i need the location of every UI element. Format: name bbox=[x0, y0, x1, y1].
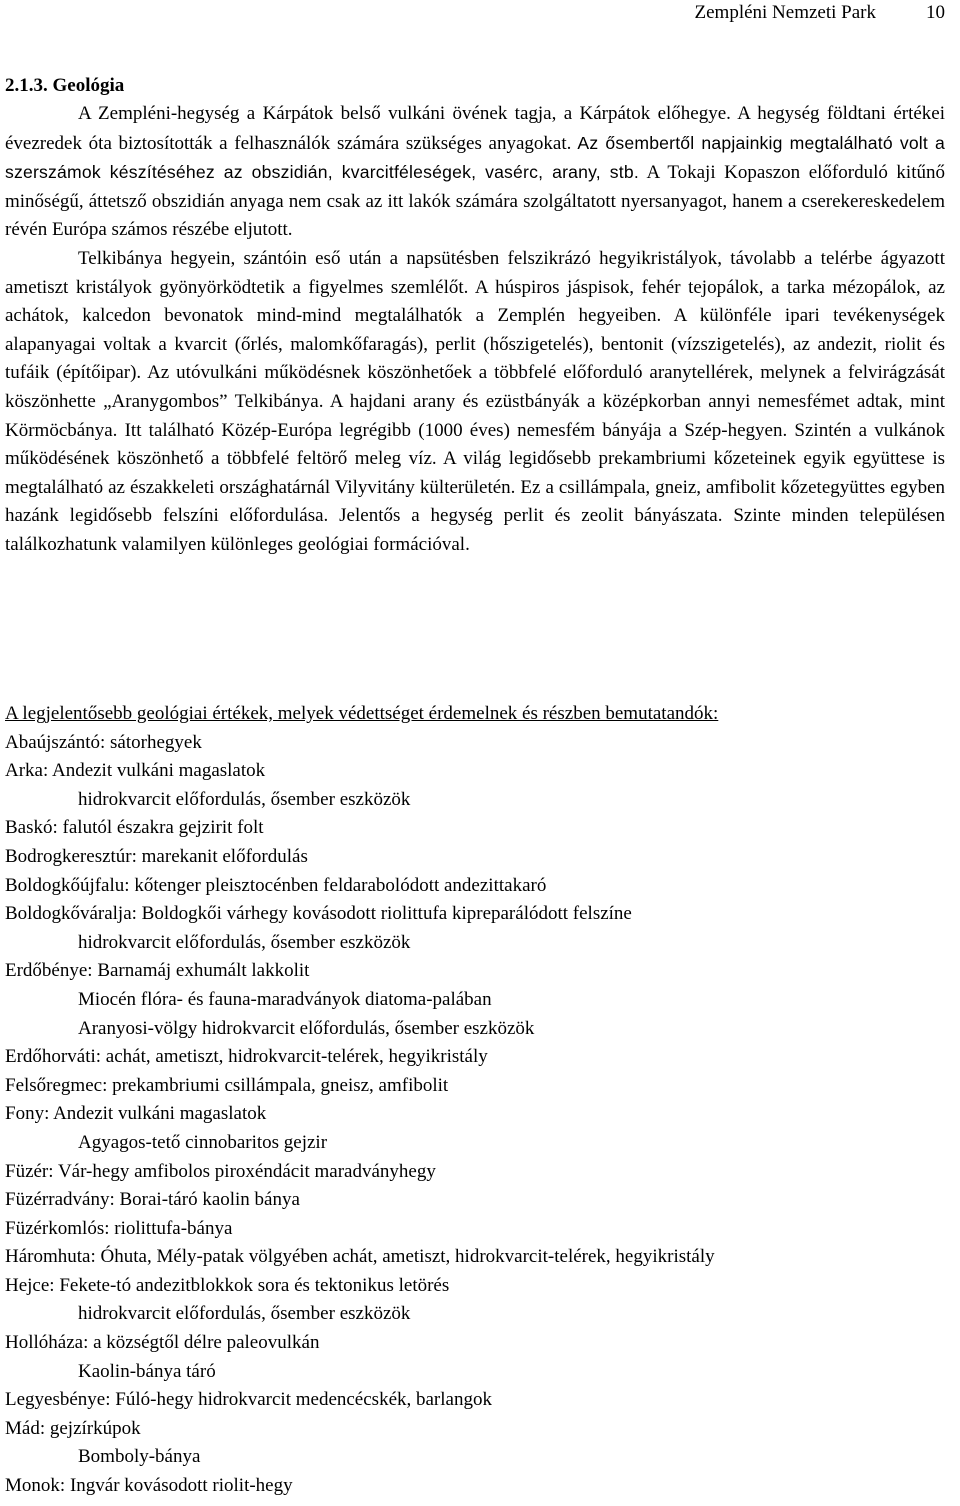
list-item bbox=[5, 1300, 945, 1329]
list-item-value: Aranyosi-völgy hidrokvarcit előfordulás, ősember eszközök bbox=[78, 1017, 535, 1039]
list-item-place: Bodrogkeresztúr: bbox=[5, 845, 142, 867]
list-item-value: hidrokvarcit előfordulás, ősember eszközök bbox=[78, 931, 411, 953]
list-item-place: Erdőhorváti: bbox=[5, 1046, 106, 1068]
list-entries bbox=[5, 729, 945, 1501]
list-item-value: Bomboly-bánya bbox=[78, 1446, 201, 1468]
list-item-value: marekanit előfordulás bbox=[141, 845, 308, 867]
list-item-value: prekambriumi csillámpala, gneisz, amfibolit bbox=[112, 1074, 449, 1096]
list-item bbox=[5, 900, 945, 929]
paragraph-1-part-a: A Zempléni-hegység a Kárpátok belső vulkáni övének tagja, a Kárpátok előhegye. A hegység földtani értékei évezredek óta biztosították a felhasználók számára szükséges anyagokat. bbox=[5, 103, 945, 154]
list-item-value: Borai-táró kaolin bánya bbox=[119, 1189, 300, 1211]
list-item bbox=[5, 1186, 945, 1215]
list-item bbox=[5, 814, 945, 843]
list-item-value: achát, ametiszt, hidrokvarcit-telérek, hegyikristály bbox=[105, 1046, 488, 1068]
list-item-value: riolittufa-bánya bbox=[114, 1217, 233, 1239]
list-item-place: Fony: bbox=[5, 1103, 54, 1125]
list-item bbox=[5, 757, 945, 786]
list-item-place: Hejce: bbox=[5, 1274, 60, 1296]
list-item-value: Andezit vulkáni magaslatok bbox=[53, 1103, 267, 1125]
list-item bbox=[5, 1358, 945, 1387]
list-item bbox=[5, 1043, 945, 1072]
geological-values-list bbox=[5, 700, 945, 1501]
list-item bbox=[5, 1129, 945, 1158]
list-item-value: kőtenger pleisztocénben feldarabolódott andezittakaró bbox=[134, 874, 547, 896]
list-item-value: Andezit vulkáni magaslatok bbox=[51, 760, 266, 782]
list-item bbox=[5, 1158, 945, 1187]
paragraph-1 bbox=[5, 100, 945, 245]
list-item-place: Abaújszántó: bbox=[5, 731, 111, 753]
list-item-place: Monok: bbox=[5, 1475, 70, 1497]
list-item-place: Legyesbénye: bbox=[5, 1389, 116, 1411]
body-text bbox=[5, 100, 945, 560]
section-heading: 2.1.3. Geológia bbox=[5, 75, 125, 96]
list-item-place: Füzér: bbox=[5, 1160, 58, 1182]
list-item bbox=[5, 1329, 945, 1358]
running-header bbox=[5, 0, 945, 26]
list-item-place: Háromhuta: bbox=[5, 1246, 101, 1268]
list-item-value: hidrokvarcit előfordulás, ősember eszközök bbox=[78, 1303, 411, 1325]
list-item-place: Boldogkőújfalu: bbox=[5, 874, 135, 896]
list-item bbox=[5, 843, 945, 872]
list-item bbox=[5, 1215, 945, 1244]
list-item-place: Felsőregmec: bbox=[5, 1074, 113, 1096]
list-item bbox=[5, 1100, 945, 1129]
list-item-value: hidrokvarcit előfordulás, ősember eszközök bbox=[78, 788, 411, 810]
list-item-value: gejzírkúpok bbox=[49, 1417, 141, 1439]
list-heading: A legjelentősebb geológiai értékek, melyek védettséget érdemelnek és részben bemutatandók: bbox=[5, 703, 719, 724]
list-item bbox=[5, 1415, 945, 1444]
list-item-value: Fúló-hegy hidrokvarcit medencécskék, barlangok bbox=[115, 1389, 492, 1411]
list-item-value: Kaolin-bánya táró bbox=[78, 1360, 216, 1382]
list-item bbox=[5, 1443, 945, 1472]
list-item-value: falutól északra gejzirit folt bbox=[62, 817, 264, 839]
list-item bbox=[5, 986, 945, 1015]
list-item-value: Boldogkői várhegy kovásodott riolittufa kipreparálódott felszíne bbox=[141, 903, 632, 925]
list-item bbox=[5, 786, 945, 815]
list-item-place: Baskó: bbox=[5, 817, 63, 839]
list-item-value: Óhuta, Mély-patak völgyében achát, ametiszt, hidrokvarcit-telérek, hegyikristály bbox=[100, 1246, 715, 1268]
list-item-place: Arka: bbox=[5, 760, 52, 782]
list-item bbox=[5, 929, 945, 958]
list-item-place: Füzérradvány: bbox=[5, 1189, 120, 1211]
list-item bbox=[5, 957, 945, 986]
list-item bbox=[5, 1072, 945, 1101]
page-number: 10 bbox=[926, 2, 945, 23]
list-item-value: Miocén flóra- és fauna-maradványok diatoma-palában bbox=[78, 988, 492, 1010]
list-item-value: Agyagos-tető cinnobaritos gejzir bbox=[78, 1131, 328, 1153]
list-item-place: Mád: bbox=[5, 1417, 50, 1439]
list-item bbox=[5, 1272, 945, 1301]
paragraph-1-part-b: Az ősembertől napjainkig megtalálható volt a szerszámok készítéséhez az obszidián, kvarcitféleségek, vasérc, arany, stb. bbox=[5, 132, 946, 183]
list-item-value: Vár-hegy amfibolos piroxéndácit maradványhegy bbox=[57, 1160, 436, 1182]
paragraph-1-part-c: A Tokaji Kopaszon előforduló kitűnő minőségű, áttetsző obszidián anyaga nem csak az itt lakók számára szolgáltatott nyersanyagot, hanem a cserekereskedelem révén Európa számos részébe eljutott. bbox=[5, 162, 945, 241]
list-item bbox=[5, 872, 945, 901]
list-item-value: Fekete-tó andezitblokkok sora és tektonikus letörés bbox=[59, 1274, 450, 1296]
list-item-place: Hollóháza: bbox=[5, 1332, 94, 1354]
list-item-value: a községtől délre paleovulkán bbox=[93, 1332, 320, 1354]
list-item bbox=[5, 1386, 945, 1415]
header-title: Zempléni Nemzeti Park bbox=[694, 2, 876, 23]
list-item bbox=[5, 1472, 945, 1501]
list-item-place: Erdőbénye: bbox=[5, 960, 98, 982]
list-item-value: Barnamáj exhumált lakkolit bbox=[97, 960, 310, 982]
paragraph-2: Telkibánya hegyein, szántóin eső után a napsütésben felszikrázó hegyikristályok, távolabb a telérbe ágyazott ametiszt kristályok gyönyörködtetik a figyelmes szemlélőt. A húspiros jáspisok, fehér tejopálok, a tarka mézopálok, az achátok, kalcedon bevonatok mind-mind megtalálhatók a Zemplén hegyeiben. A különféle ipari tevékenységek alapanyagai voltak a kvarcit (őrlés, malomkőfaragás), perlit (hőszigetelés), bentonit (vízszigetelés), az andezit, riolit és tufáik (építőipar). Az utóvulkáni működésnek köszönhetőek a többfelé előforduló aranytellérek, melynek a felvirágzását köszönhette „Aranygombos” Telkibánya. A hajdani arany és ezüstbányák a középkorban annyi nemesfémet adtak, mint Körmöcbánya. Itt található Közép-Európa legrégibb (1000 éves) nemesfém bányája a Szép-hegyen. Szintén a vulkánok működésének köszönhető a többfelé feltörő meleg víz. A világ legidősebb prekambriumi kőzeteinek egyik együttese is megtalálható az északkeleti országhatárnál Vilyvitány külterületén. Ez a csillámpala, gneiz, amfibolit kőzetegyüttes egyben hazánk legidősebb felszíni előfordulása. Jelentős a hegység perlit és zeolit bányászata. Szinte minden településen találkozhatunk valamilyen különleges geológiai formációval. bbox=[5, 247, 945, 555]
list-item-value: sátorhegyek bbox=[110, 731, 202, 753]
list-item-value: Ingvár kovásodott riolit-hegy bbox=[69, 1475, 293, 1497]
list-item bbox=[5, 1015, 945, 1044]
list-item-place: Füzérkomlós: bbox=[5, 1217, 115, 1239]
list-item-place: Boldogkőváralja: bbox=[5, 903, 142, 925]
list-item bbox=[5, 1243, 945, 1272]
list-item bbox=[5, 729, 945, 758]
